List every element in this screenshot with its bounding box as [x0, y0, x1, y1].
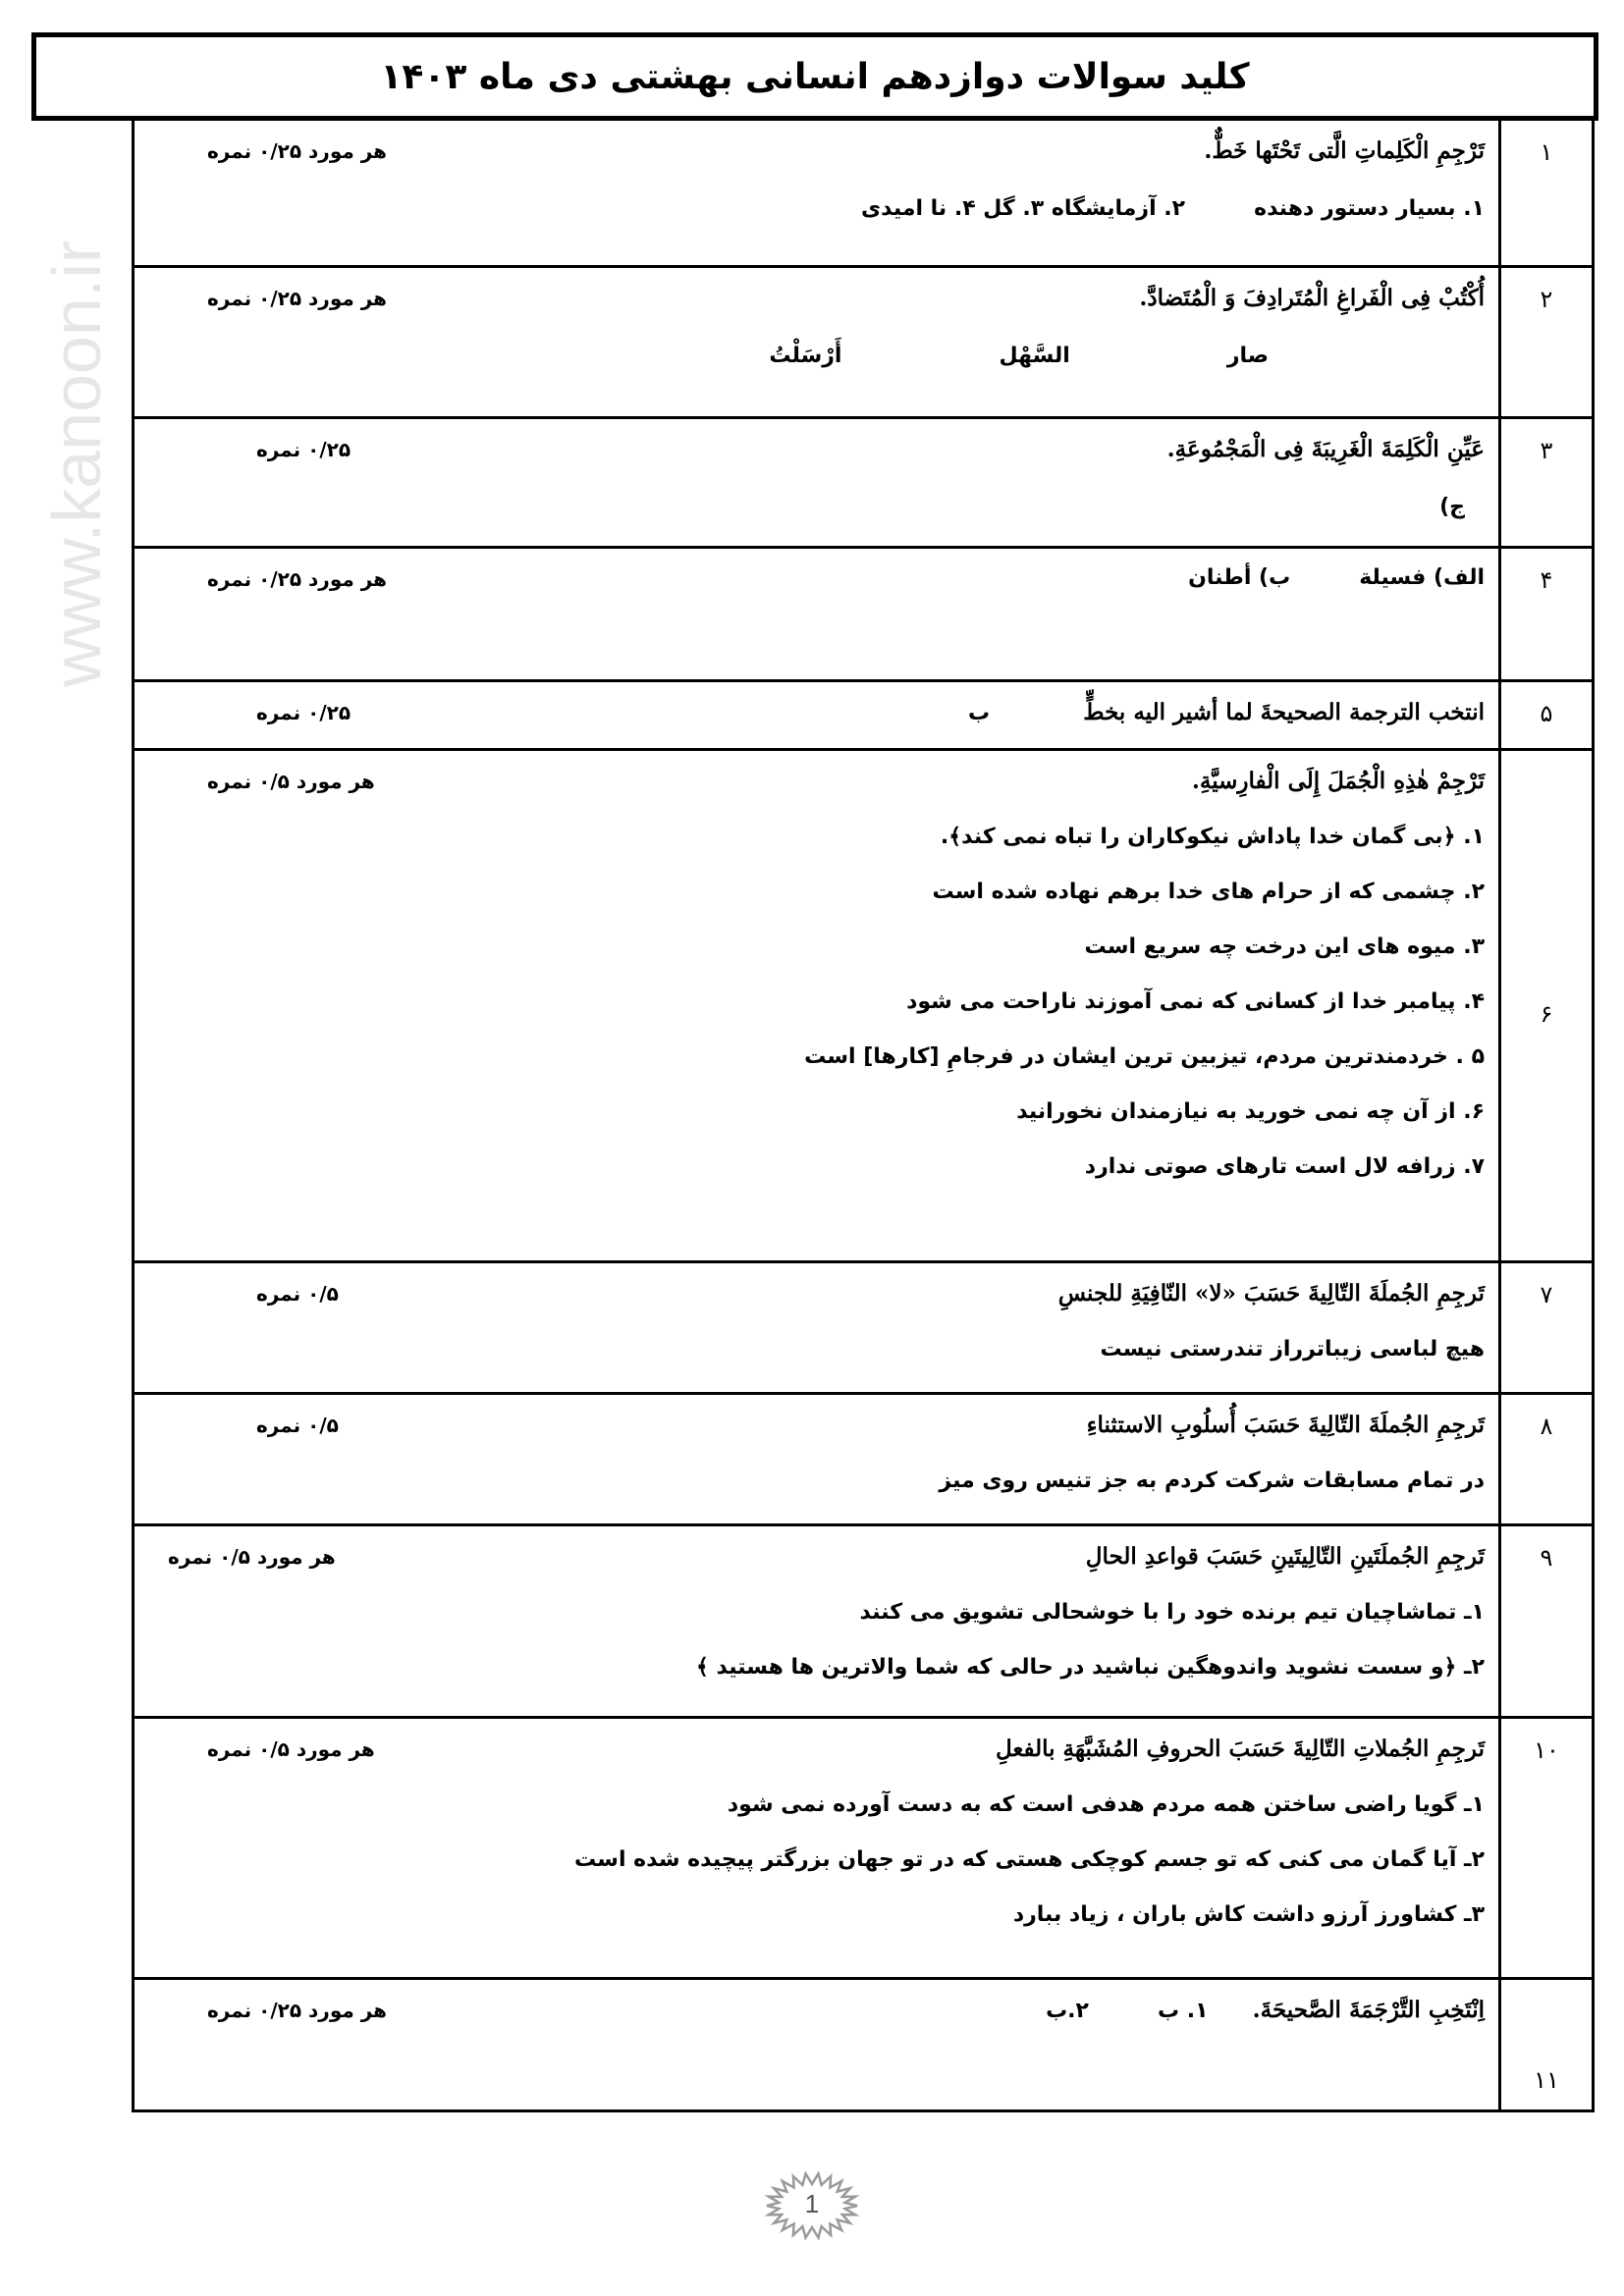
score-label: هر مورد ۰/۲۵ نمره: [207, 1998, 388, 2022]
answer-text: صار: [1226, 343, 1269, 368]
question-row: [134, 680, 1594, 749]
question-number: ۷: [1500, 1261, 1594, 1393]
title-box: [31, 32, 1598, 121]
answer-text: ۱. بسیار دستور دهنده: [1254, 196, 1485, 221]
score-label: ۰/۲۵ نمره: [256, 700, 352, 724]
question-number: ۲: [1500, 266, 1594, 417]
answer-item: ۲. چشمی که از حرام های خدا برهم نهاده شده است: [932, 879, 1485, 904]
score-label: ۰/۲۵ نمره: [256, 437, 352, 461]
answer-item: ۱ـ گویا راضی ساختن همه مردم هدفی است که به دست آورده نمی شود: [727, 1791, 1485, 1817]
question-row: [134, 266, 1594, 417]
answer-text: ج): [1439, 494, 1465, 519]
question-row: [134, 121, 1594, 266]
score-label: هر مورد ۰/۲۵ نمره: [207, 139, 388, 163]
question-number: ۶: [1500, 749, 1594, 1261]
answer-item: ۱. ﴿بی گمان خدا پاداش نیکوکاران را تباه نمی کند﴾.: [940, 824, 1485, 849]
question-instruction: تَرجِمِ الجُملَتَينِ التّالِيتَينِ حَسَبَ قواعدِ الحالِ: [1085, 1542, 1485, 1570]
question-number: ۴: [1500, 547, 1594, 680]
question-instruction: تَرْجِمْ هٰذِهِ الْجُمَلَ إِلَى الْفارِسيَّةِ.: [1191, 767, 1485, 794]
question-row: [134, 1978, 1594, 2110]
watermark-area: [0, 0, 128, 2296]
answer-text: أَرْسَلْتُ: [769, 343, 842, 368]
answer-item: ۱ـ تماشاچیان تیم برنده خود را با خوشحالی تشویق می کنند: [859, 1599, 1485, 1625]
question-row: [134, 417, 1594, 547]
answer-item: در تمام مسابقات شرکت کردم به جز تنیس روی میز: [939, 1468, 1485, 1493]
page-number: 1: [804, 2189, 820, 2218]
score-label: هر مورد ۰/۵ نمره: [207, 769, 375, 793]
answer-text: السَّهْل: [999, 343, 1070, 368]
answer-item: ۲ـ آیا گمان می کنی که تو جسم کوچکی هستی که در تو جهان بزرگتر پیچیده شده است: [574, 1846, 1485, 1872]
score-label: ۰/۵ نمره: [256, 1413, 339, 1437]
answer-text: الف) فسیلة: [1359, 564, 1485, 590]
answer-item: ۳. میوه های این درخت چه سریع است: [1084, 934, 1485, 959]
score-label: هر مورد ۰/۲۵ نمره: [207, 286, 388, 310]
question-row: [134, 749, 1594, 1261]
question-row: [134, 1261, 1594, 1393]
answer-item: ۶. از آن چه نمی خورید به نیازمندان نخورانید: [1016, 1098, 1485, 1124]
question-row: [134, 1524, 1594, 1717]
question-number: ۳: [1500, 417, 1594, 547]
question-row: [134, 547, 1594, 680]
score-label: ۰/۵ نمره: [256, 1281, 339, 1306]
question-number: ۱۱: [1500, 1978, 1594, 2110]
question-number: ۱: [1500, 121, 1594, 266]
question-instruction: تَرْجِمِ الْكَلِماتِ الَّتی تَحْتَها خَطٌّ.: [1204, 137, 1485, 164]
score-label: هر مورد ۰/۲۵ نمره: [207, 566, 388, 591]
score-label: هر مورد ۰/۵ نمره: [168, 1544, 336, 1569]
answer-item: ۴. پیامبر خدا از کسانی که نمی آموزند ناراحت می شود: [906, 988, 1485, 1014]
question-instruction: تَرجِمِ الجُملَةَ التّالِيةَ حَسَبَ «لا» النّافِيَةِ للجنسِ: [1057, 1279, 1485, 1307]
question-number: ۱۰: [1500, 1717, 1594, 1978]
question-number: ۸: [1500, 1393, 1594, 1524]
question-instruction: انتخب الترجمة الصحيحةَ لما أشير اليه بخطٍّ: [1083, 698, 1485, 725]
answer-text: ۱. ب: [1157, 1998, 1209, 2023]
question-instruction: عَيِّنِ الْكَلِمَةَ الْغَرِيبَةَ فِی الْمَجْمُوعَةِ.: [1166, 435, 1485, 462]
answer-item: ۵ . خردمندترین مردم، تیزبین ترین ایشان در فرجامِ [کارها] است: [804, 1043, 1485, 1069]
question-instruction: تَرجِمِ الجُملَةَ التّالِيةَ حَسَبَ أُسلُوبِ الاستثناءِ: [1086, 1411, 1485, 1438]
question-instruction: تَرجِمِ الجُملاتِ التّالِيةَ حَسَبَ الحروفِ المُشَبَّهَةِ بالفعلِ: [995, 1735, 1485, 1762]
question-row: [134, 1717, 1594, 1978]
answer-item: ۲ـ ﴿و سست نشوید واندوهگین نباشید در حالی که شما والاترین ها هستید ﴾: [695, 1654, 1485, 1680]
answer-item: هیچ لباسی زیباترراز تندرستی نیست: [1100, 1336, 1485, 1362]
question-number: ۵: [1500, 680, 1594, 749]
answer-text: ۲.ب: [1046, 1998, 1089, 2023]
answer-text: ب: [968, 700, 991, 725]
question-row: [134, 1393, 1594, 1524]
question-instruction: اِنْتَخِبِ التَّرْجَمَةَ الصَّحيحَةَ.: [1252, 1996, 1485, 2023]
answer-text: ۲. آزمایشگاه ۳. گل ۴. نا امیدی: [860, 196, 1186, 221]
question-instruction: أُكْتُبْ فِی الْفَراغِ الْمُتَرادِفَ وَ الْمُتَضادَّ.: [1139, 284, 1485, 311]
answer-item: ۳ـ کشاورز آرزو داشت کاش باران ، زیاد ببارد: [1012, 1901, 1485, 1927]
score-label: هر مورد ۰/۵ نمره: [207, 1736, 375, 1761]
page-number-badge: [765, 2171, 859, 2240]
watermark: www.kanoon.ir: [38, 240, 115, 687]
answer-key-table: [132, 121, 1595, 2112]
page-title: کلید سوالات دوازدهم انسانی بهشتی دی ماه ۱۴۰۳: [380, 56, 1250, 97]
answer-text: ب) أطنان: [1188, 564, 1291, 590]
question-number: ۹: [1500, 1524, 1594, 1717]
answer-item: ۷. زرافه لال است تارهای صوتی ندارد: [1084, 1153, 1485, 1179]
